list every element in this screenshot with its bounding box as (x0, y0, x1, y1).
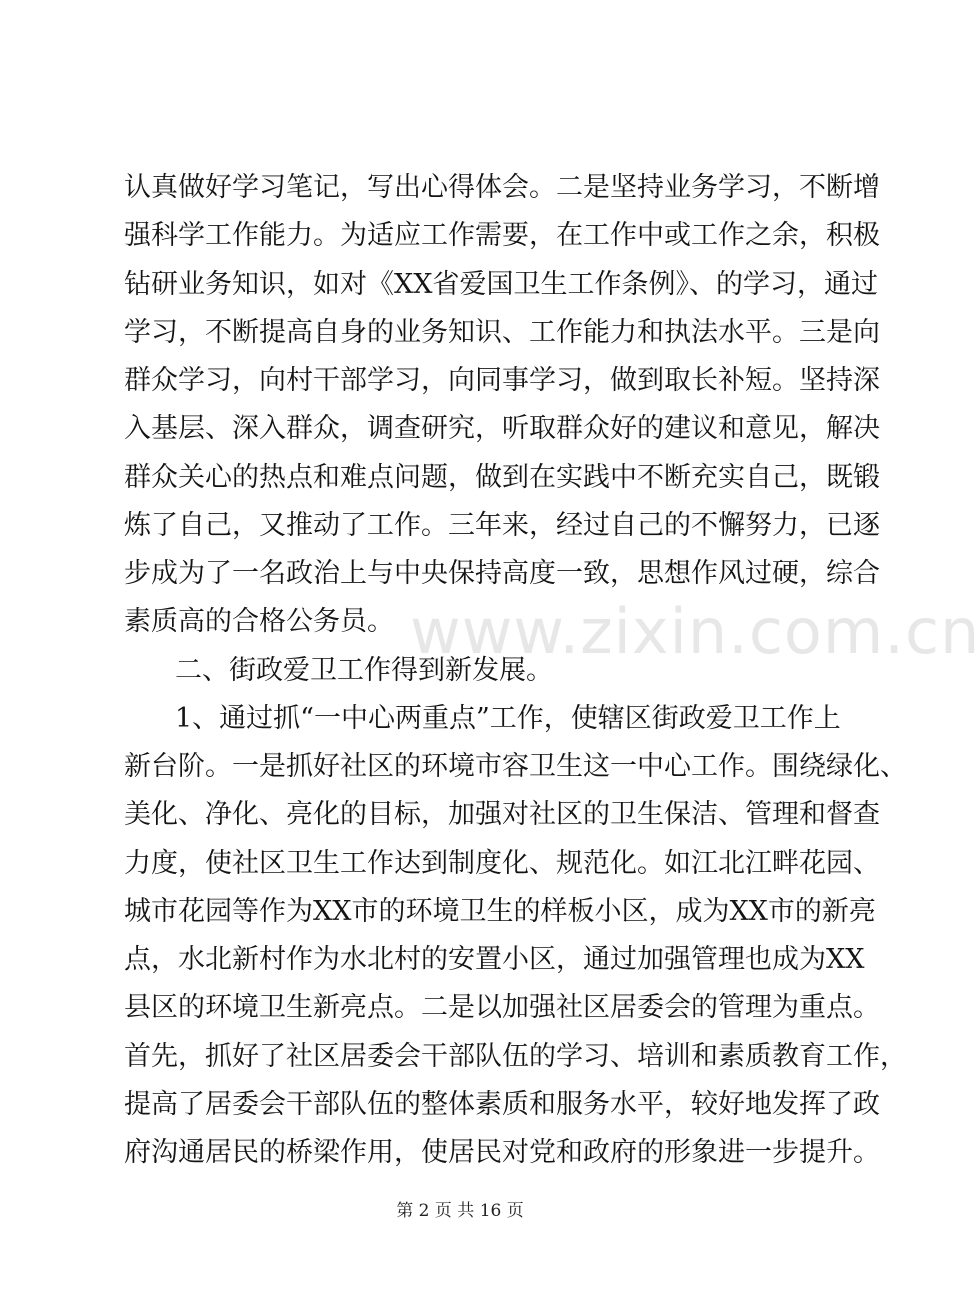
paragraph-line: 县区的环境卫生新亮点。二是以加强社区居委会的管理为重点。 (124, 992, 880, 1023)
paragraph-line: 强科学工作能力。为适应工作需要，在工作中或工作之余，积极 (124, 220, 880, 251)
paragraph-line: 学习，不断提高自身的业务知识、工作能力和执法水平。三是向 (124, 317, 880, 348)
paragraph-line: 炼了自己，又推动了工作。三年来，经过自己的不懈努力，已逐 (124, 510, 880, 541)
paragraph-line: 入基层、深入群众，调查研究，听取群众好的建议和意见，解决 (124, 413, 880, 444)
paragraph-line: 美化、净化、亮化的目标，加强对社区的卫生保洁、管理和督查 (124, 799, 880, 830)
paragraph-line: 首先，抓好了社区居委会干部队伍的学习、培训和素质教育工作， (124, 1041, 907, 1072)
paragraph-line: 城市花园等作为XX市的环境卫生的样板小区，成为XX市的新亮 (124, 896, 876, 927)
watermark: www.zixin.com.cn (410, 595, 980, 668)
paragraph-line: 1、通过抓“一中心两重点”工作，使辖区街政爱卫工作上 (175, 703, 841, 734)
paragraph-line: 素质高的合格公务员。 (124, 606, 394, 637)
paragraph-line: 群众学习，向村干部学习，向同事学习，做到取长补短。坚持深 (124, 365, 880, 396)
paragraph-line: 点，水北新村作为水北村的安置小区，通过加强管理也成为XX (124, 944, 865, 975)
paragraph-line: 钻研业务知识，如对《XX省爱国卫生工作条例》、的学习，通过 (124, 269, 878, 300)
paragraph-line: 步成为了一名政治上与中央保持高度一致，思想作风过硬，综合 (124, 558, 880, 589)
section-heading: 二、街政爱卫工作得到新发展。 (175, 655, 553, 686)
paragraph-line: 提高了居委会干部队伍的整体素质和服务水平，较好地发挥了政 (124, 1089, 880, 1120)
paragraph-line: 力度，使社区卫生工作达到制度化、规范化。如江北江畔花园、 (124, 848, 880, 879)
paragraph-line: 新台阶。一是抓好社区的环境市容卫生这一中心工作。围绕绿化、 (124, 751, 907, 782)
paragraph-line: 认真做好学习笔记，写出心得体会。二是坚持业务学习，不断增 (124, 172, 880, 203)
paragraph-line: 群众关心的热点和难点问题，做到在实践中不断充实自己，既锻 (124, 462, 880, 493)
page-number-footer: 第 2 页 共 16 页 (396, 1201, 524, 1221)
paragraph-line: 府沟通居民的桥梁作用，使居民对党和政府的形象进一步提升。 (124, 1137, 880, 1168)
